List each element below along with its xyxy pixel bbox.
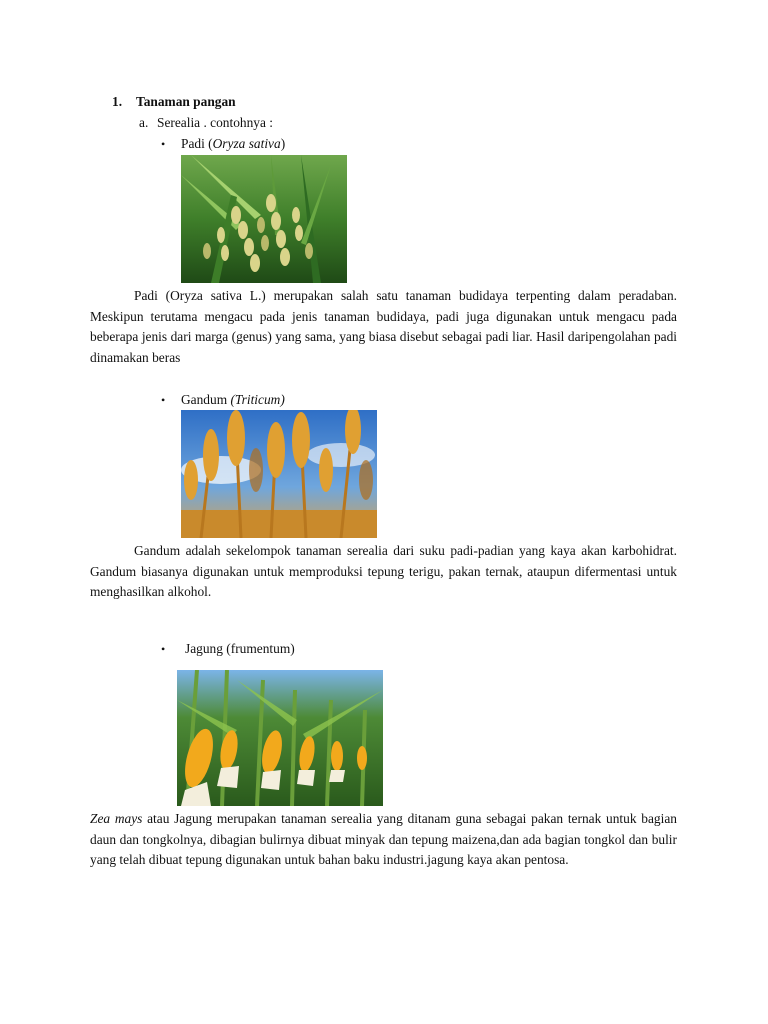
padi-photo <box>181 155 347 283</box>
section-heading <box>112 92 236 113</box>
bullet-dot: • <box>161 393 166 407</box>
gandum-photo <box>181 410 377 538</box>
gandum-paragraph <box>90 541 677 603</box>
padi-name: Padi ( <box>181 136 213 151</box>
bullet-dot: • <box>161 137 166 151</box>
bullet-padi-text <box>181 134 285 155</box>
bullet-jagung-text: Jagung (frumentum) <box>185 641 295 656</box>
subheading-letter: a. <box>139 115 149 130</box>
heading-number: 1. <box>112 94 123 109</box>
padi-paragraph-text: Padi (Oryza sativa L.) merupakan salah satu tanaman budidaya terpenting dalam peradaban. Meskipun terutama mengacu pada jenis tanaman budidaya, padi juga digunakan untuk mengacu pada beberapa jenis dari marga (genus) yang sama, yang biasa disebut sebagai padi liar. Hasil daripengolahan padi dinamakan beras <box>90 288 677 365</box>
padi-close: ) <box>280 136 286 151</box>
padi-paragraph <box>90 286 677 368</box>
subheading <box>139 113 273 134</box>
jagung-paragraph-text: atau Jagung merupakan tanaman serealia yang ditanam guna sebagai pakan ternak untuk bagian daun dan tongkolnya, dibagian bulirnya dibuat minyak dan tepung maizena,dan ada bagian tongkol dan bulir yang telah dibuat tepung digunakan untuk bahan baku industri.jagung kaya akan pentosa. <box>90 811 677 868</box>
bullet-gandum-text <box>181 390 285 411</box>
gandum-name: Gandum <box>181 392 231 407</box>
subheading-text: Serealia . contohnya : <box>157 115 274 130</box>
jagung-latin: Zea mays <box>90 811 143 826</box>
jagung-paragraph <box>90 809 677 871</box>
gandum-latin: (Triticum) <box>230 392 285 407</box>
gandum-paragraph-text: Gandum adalah sekelompok tanaman serealia dari suku padi-padian yang kaya akan karbohidrat. Gandum biasanya digunakan untuk memproduksi tepung terigu, pakan ternak, ataupun difermentasi untuk menghasilkan alkohol. <box>90 543 677 600</box>
bullet-dot: • <box>161 642 166 656</box>
padi-latin: Oryza sativa <box>212 136 281 151</box>
jagung-photo <box>177 670 383 806</box>
heading-text: Tanaman pangan <box>136 94 236 109</box>
